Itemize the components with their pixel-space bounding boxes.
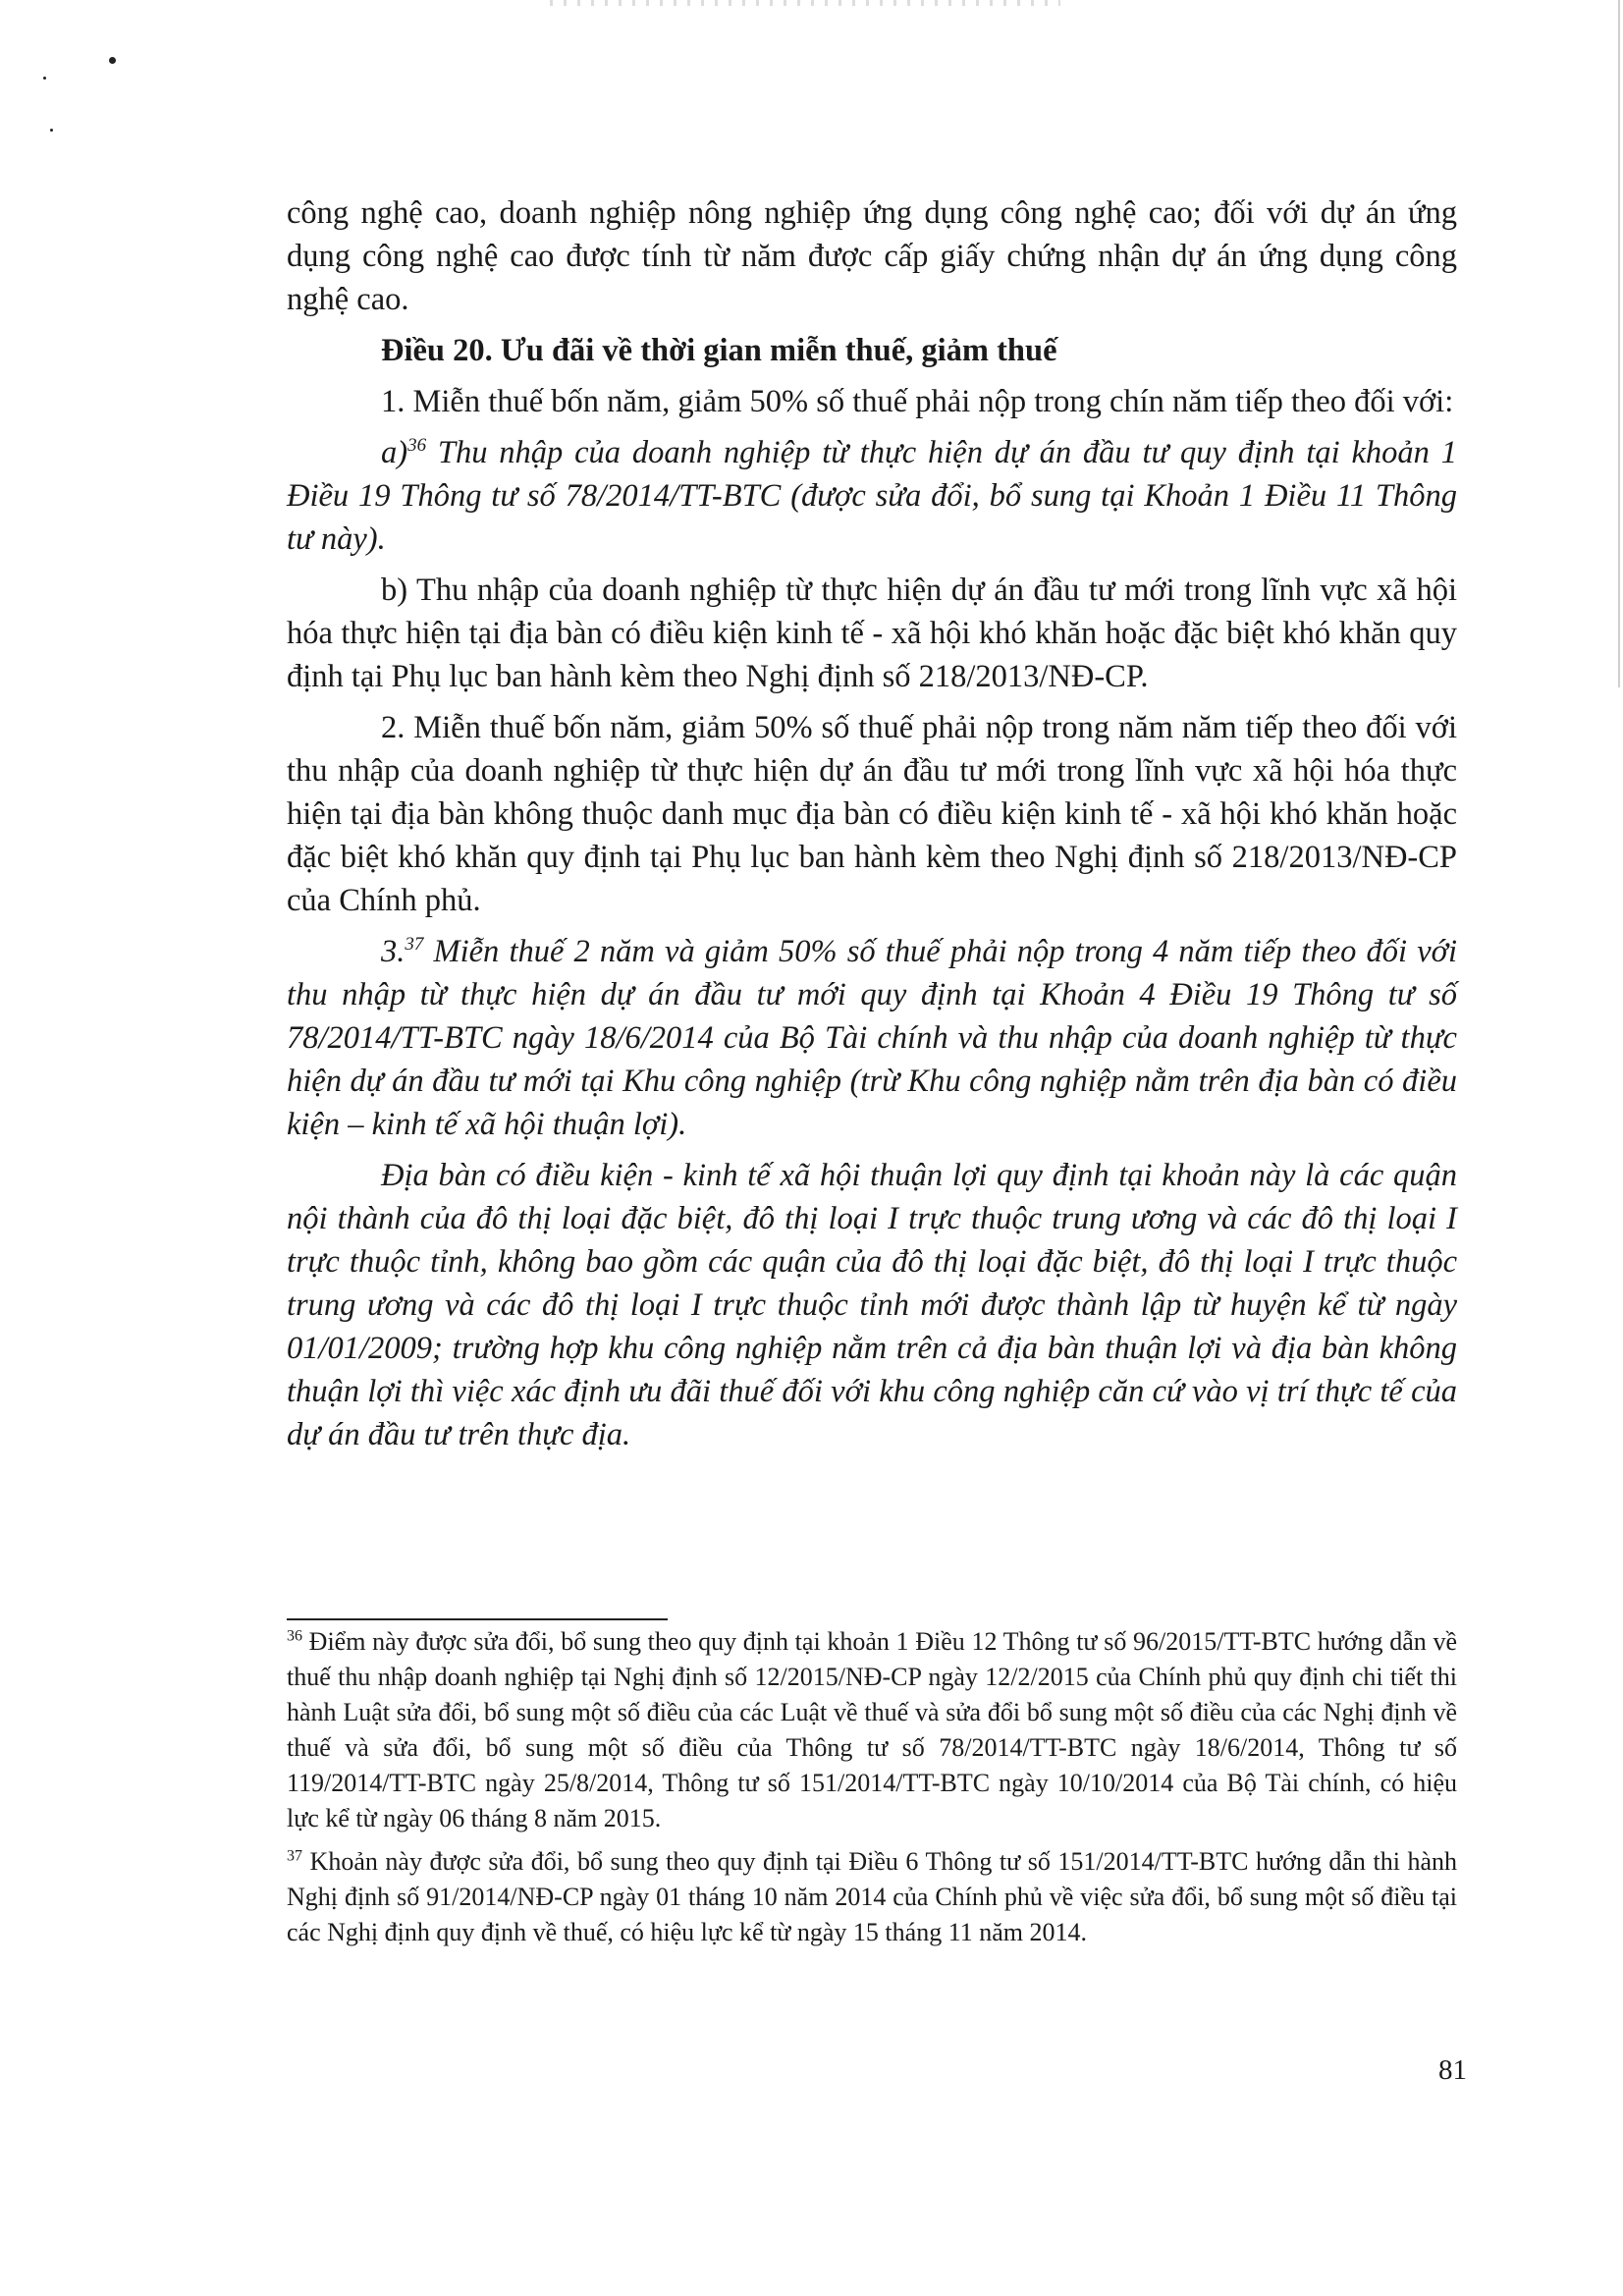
footnote-text: Điểm này được sửa đổi, bổ sung theo quy định tại khoản 1 Điều 12 Thông tư số 96/2015/TT-BTC hướng dẫn về thuế thu nhập doanh nghiệp tại Nghị định số 12/2015/NĐ-CP ngày 12/2/2015 của Chính phủ quy định chi tiết thi hành Luật sửa đổi, bổ sung một số điều của các Luật về thuế và sửa đổi bổ sung một số điều của các Nghị định về thuế và sửa đổi, bổ sung một số điều của Thông tư số 78/2014/TT-BTC ngày 18/6/2014, Thông tư số 119/2014/TT-BTC ngày 25/8/2014, Thông tư số 151/2014/TT-BTC ngày 10/10/2014 của Bộ Tài chính, có hiệu lực kể từ ngày 06 tháng 8 năm 2015. — [287, 1627, 1457, 1832]
footnotes — [287, 1624, 1457, 1950]
paragraph-intro: công nghệ cao, doanh nghiệp nông nghiệp ứng dụng công nghệ cao; đối với dự án ứng dụng công nghệ cao được tính từ năm được cấp giấy chứng nhận dự án ứng dụng công nghệ cao. — [287, 195, 1457, 317]
article-heading: Điều 20. Ưu đãi về thời gian miễn thuế, giảm thuế — [381, 333, 1057, 368]
item-a-text: Thu nhập của doanh nghiệp từ thực hiện dự án đầu tư quy định tại khoản 1 Điều 19 Thông tư số 78/2014/TT-BTC (được sửa đổi, bổ sung tại Khoản 1 Điều 11 Thông tư này). — [287, 435, 1457, 557]
document-body — [287, 191, 1457, 1456]
clause-3-label: 3. — [381, 934, 406, 969]
clause-2: 2. Miễn thuế bốn năm, giảm 50% số thuế phải nộp trong năm năm tiếp theo đối với thu nhập của doanh nghiệp từ thực hiện dự án đầu tư mới trong lĩnh vực xã hội hóa thực hiện tại địa bàn không thuộc danh mục địa bàn có điều kiện kinh tế - xã hội khó khăn hoặc đặc biệt khó khăn quy định tại Phụ lục ban hành kèm theo Nghị định số 218/2013/NĐ-CP của Chính phủ. — [287, 710, 1457, 918]
footnote-number: 36 — [287, 1627, 302, 1645]
paragraph-dia-ban: Địa bàn có điều kiện - kinh tế xã hội thuận lợi quy định tại khoản này là các quận nội thành của đô thị loại đặc biệt, đô thị loại I trực thuộc trung ương và các đô thị loại I trực thuộc tỉnh, không bao gồm các quận của đô thị loại đặc biệt, đô thị loại I trực thuộc trung ương và các đô thị loại I trực thuộc tỉnh mới được thành lập từ huyện kể từ ngày 01/01/2009; trường hợp khu công nghiệp nằm trên cả địa bàn thuận lợi và địa bàn không thuận lợi thì việc xác định ưu đãi thuế đối với khu công nghiệp căn cứ vào vị trí thực tế của dự án đầu tư trên thực địa. — [287, 1158, 1457, 1452]
scan-noise-top — [550, 0, 1060, 6]
clause-3-text: Miễn thuế 2 năm và giảm 50% số thuế phải nộp trong 4 năm tiếp theo đối với thu nhập từ thực hiện dự án đầu tư mới quy định tại Khoản 4 Điều 19 Thông tư số 78/2014/TT-BTC ngày 18/6/2014 của Bộ Tài chính và thu nhập của doanh nghiệp từ thực hiện dự án đầu tư mới tại Khu công nghiệp (trừ Khu công nghiệp nằm trên địa bàn có điều kiện – kinh tế xã hội thuận lợi). — [287, 934, 1457, 1142]
scan-speck — [43, 77, 46, 80]
item-a — [287, 431, 1457, 561]
footnote-ref-37[interactable]: 37 — [405, 934, 424, 956]
clause-1: 1. Miễn thuế bốn năm, giảm 50% số thuế phải nộp trong chín năm tiếp theo đối với: — [381, 384, 1454, 419]
footnote-36 — [287, 1624, 1457, 1836]
footnote-number: 37 — [287, 1847, 302, 1865]
footnote-ref-36[interactable]: 36 — [407, 435, 427, 457]
footnote-separator — [287, 1618, 668, 1620]
footnote-37 — [287, 1844, 1457, 1950]
scan-speck — [109, 57, 116, 64]
scan-speck — [50, 129, 53, 132]
item-a-label: a) — [381, 435, 408, 470]
scan-edge-right — [1618, 0, 1620, 687]
page-number: 81 — [1438, 2054, 1467, 2086]
item-b: b) Thu nhập của doanh nghiệp từ thực hiện dự án đầu tư mới trong lĩnh vực xã hội hóa thực hiện tại địa bàn có điều kiện kinh tế - xã hội khó khăn hoặc đặc biệt khó khăn quy định tại Phụ lục ban hành kèm theo Nghị định số 218/2013/NĐ-CP. — [287, 573, 1457, 694]
clause-3 — [287, 930, 1457, 1146]
footnote-text: Khoản này được sửa đổi, bổ sung theo quy định tại Điều 6 Thông tư số 151/2014/TT-BTC hướng dẫn thi hành Nghị định số 91/2014/NĐ-CP ngày 01 tháng 10 năm 2014 của Chính phủ về việc sửa đổi, bổ sung một số điều tại các Nghị định quy định về thuế, có hiệu lực kể từ ngày 15 tháng 11 năm 2014. — [287, 1847, 1457, 1946]
